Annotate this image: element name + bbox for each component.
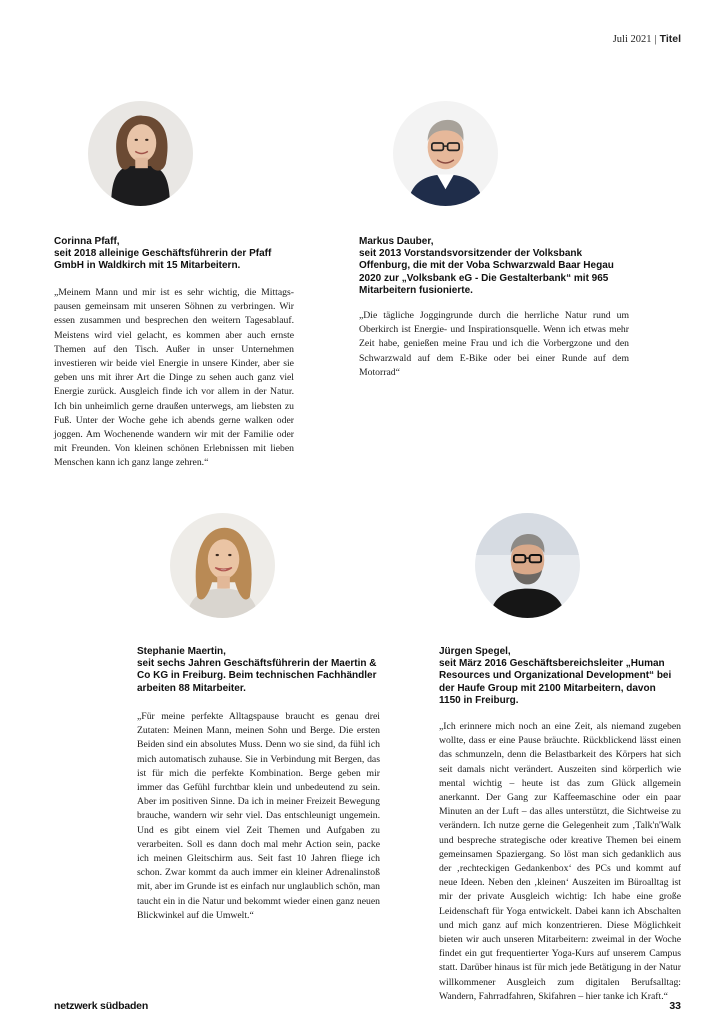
quote-stephanie-maertin: „Für meine perfekte Alltagspause braucht es genau drei Zutaten: Meinen Mann, meinen Sohn und Berge. Die ersten Beiden sind ein absolutes Muss. Denn wo sie sind, da fühl ich mich automatisch zuhause. Sie in Verbindung mit Bergen, das ist für mich die perfekte Kombination. Berge geben mir immer das Gefühl furchtbar klein und unbedeutend zu sein. Aber im positiven Sinne. Da ich in meiner Freizeit Bewegung brauche, wandern wir sehr viel. Das entschleunigt ungemein. Und es gibt einem viel Zeit Themen und Aufgaben zu verarbeiten. Soll es dann doch mal mehr Action sein, packe ich meinen Gleitschirm aus. Seit fast 10 Jahren fliege ich schon. Zwar kommt da auch immer ein kleiner Adrenalinstoß mit, aber im Grunde ist es einfach nur unglaublich schön, man taucht ein in die Natur und bekommt wieder einen ganz neuen Blickwinkel auf die Umwelt.“ bbox=[137, 711, 380, 921]
issue-date: Juli 2021 bbox=[612, 34, 652, 45]
bio-corinna-pfaff bbox=[54, 236, 294, 273]
page-number: 33 bbox=[669, 1000, 681, 1012]
person-role: seit 2013 Vorstandsvorsitzender der Volksbank Offenburg, die mit der Voba Schwarzwald Baar Hegau 2020 zur „Volksbank eG - Die Gestalterbank“ mit 965 Mitarbeitern fusionierte. bbox=[359, 248, 614, 296]
person-role: seit März 2016 Geschäftsbereichsleiter „Human Resources und Organizational Development“ bei der Haufe Group mit 2100 Mitarbeitern, davon 1150 in Freiburg. bbox=[439, 658, 672, 706]
avatar-markus-dauber bbox=[393, 101, 498, 206]
page-header bbox=[613, 33, 681, 45]
portrait-photo bbox=[170, 513, 275, 618]
quote-corinna-pfaff: „Meinem Mann und mir ist es sehr wichtig, die Mittagspausen gemeinsam mit unseren Söhnen zu verbringen. Wir essen zusammen und besprechen den weitern Tagesablauf. Meistens wird viel gelacht, es kommen aber auch ernste Themen auf den Tisch. Außer in unser Unternehmen investieren wir beide viel Energie in unsere Kinder, aber sie geben uns mit ihrer Art die Dinge zu sehen auch ganz viel Energie zurück. Ausgleich finde ich vor allem in der Natur. Ich bin unheimlich gerne draußen unterwegs, am liebsten zu Fuß. Unter der Woche gehe ich abends gerne walken oder joggen. Am Wochenende wandern wir mit der Familie oder mit Freunden. Von kleinen schönen Erlebnissen mit lieben Menschen kann ich ganz lange zehren.“ bbox=[54, 287, 294, 469]
magazine-brand: netzwerk südbaden bbox=[54, 1000, 149, 1012]
bio-markus-dauber bbox=[359, 236, 631, 297]
avatar-corinna-pfaff bbox=[88, 101, 193, 206]
section-title: Titel bbox=[659, 33, 681, 45]
person-role: seit 2018 alleinige Geschäftsführerin der Pfaff GmbH in Waldkirch mit 15 Mitarbeitern. bbox=[54, 248, 272, 272]
portrait-photo bbox=[88, 101, 193, 206]
quote-markus-dauber: „Die tägliche Joggingrunde durch die herrliche Natur rund um Oberkirch ist Energie- und Inspirationsquelle. Wenn ich etwas mehr Zeit habe, genießen meine Frau und ich die Vorbergzone und den Schwarzwald auf dem E-Bike oder bei einer Runde auf dem Motorrad“ bbox=[359, 310, 629, 378]
portrait-photo bbox=[475, 513, 580, 618]
person-name: Stephanie Maertin, bbox=[137, 646, 226, 657]
avatar-juergen-spegel bbox=[475, 513, 580, 618]
person-name: Markus Dauber, bbox=[359, 236, 434, 247]
bio-juergen-spegel bbox=[439, 646, 679, 707]
header-separator: | bbox=[654, 34, 657, 45]
person-name: Jürgen Spegel, bbox=[439, 646, 511, 657]
portrait-photo bbox=[393, 101, 498, 206]
avatar-stephanie-maertin bbox=[170, 513, 275, 618]
person-role: seit sechs Jahren Geschäftsführerin der Maertin & Co KG in Freiburg. Beim technischen Fachhändler arbeiten 88 Mitarbeiter. bbox=[137, 658, 377, 694]
quote-juergen-spegel: „Ich erinnere mich noch an eine Zeit, als niemand zugeben wollte, dass er eine Pause bräuchte. Rückblickend lässt einen das schmunzeln, denn die Belastbarkeit des Körpers hat sich seit damals nicht verändert. Auszeiten sind körperlich wie mental wichtig – heute ist das zum Glück allgemein anerkannt. Der Gang zur Kaffeemaschine oder ein paar Minuten an der Luft – das alles unterstützt, die Sichtweise zu verändern. Ich nutze gerne die Gelegenheit zum ‚Talk'n'Walk und bespreche strategische oder kreative Themen bei einem gemeinsamen Spaziergang. So löst man sich gedanklich aus der ‚rechteckigen Gedankenbox‘ des PCs und kommt auf neue Ideen. Neben den ‚kleinen‘ Auszeiten im Büroalltag ist mir der private Ausgleich wichtig: Ich habe eine große Leidenschaft für Yoga entwickelt. Dabei kann ich Abschalten und mich ganz auf mich konzentrieren. Diese Möglichkeit bieten wir auch unseren Mitarbeitern: zweimal in der Woche findet ein gut frequentierter Yoga-Kurs auf unserem Campus statt. Darüber hinaus ist für mich jede Betätigung in der Natur willkommener Ausgleich zum digitalen Berufsalltag: Wandern, Fahrradfahren, Skifahren – hier tanke ich Kraft.“ bbox=[439, 721, 681, 1002]
person-name: Corinna Pfaff, bbox=[54, 236, 120, 247]
bio-stephanie-maertin bbox=[137, 646, 380, 695]
